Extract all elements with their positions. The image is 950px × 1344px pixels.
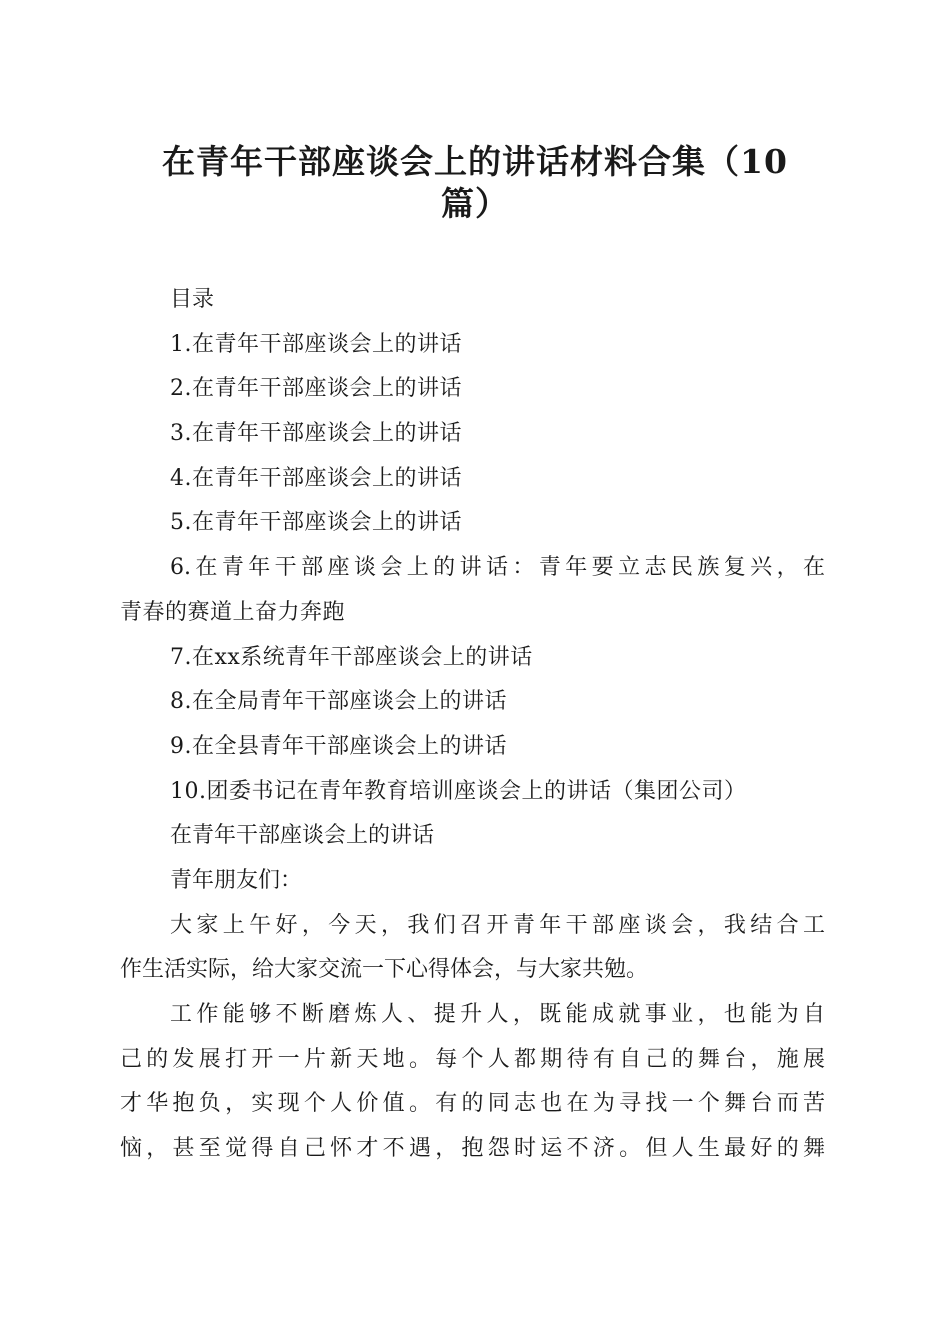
toc-item: 8.在全局青年干部座谈会上的讲话 — [170, 689, 507, 715]
toc-item: 4.在青年干部座谈会上的讲话 — [170, 465, 462, 491]
toc-item-6-line-2: 青春的赛道上奋力奔跑 — [120, 599, 346, 625]
toc-item: 5.在青年干部座谈会上的讲话 — [170, 510, 462, 536]
speech-salutation: 青年朋友们： — [170, 867, 303, 893]
document-body — [120, 278, 825, 1172]
document-title-line-2: 篇） — [441, 184, 509, 223]
paragraph-line: 己的发展打开一片新天地。每个人都期待有自己的舞台，施展 — [120, 1046, 825, 1072]
paragraph-line: 恼，甚至觉得自己怀才不遇，抱怨时运不济。但人生最好的舞 — [120, 1136, 825, 1162]
toc-item: 7.在xx系统青年干部座谈会上的讲话 — [170, 644, 533, 670]
speech-heading: 在青年干部座谈会上的讲话 — [170, 823, 435, 849]
speech-paragraph-1 — [120, 904, 825, 993]
toc-item: 3.在青年干部座谈会上的讲话 — [170, 421, 462, 447]
toc-item: 9.在全县青年干部座谈会上的讲话 — [170, 733, 507, 759]
speech-paragraph-2 — [120, 993, 825, 1172]
toc-item: 10.团委书记在青年教育培训座谈会上的讲话（集团公司） — [170, 778, 747, 804]
paragraph-line: 工作能够不断磨炼人、提升人，既能成就事业，也能为自 — [170, 1002, 825, 1027]
paragraph-line: 大家上午好，今天，我们召开青年干部座谈会，我结合工 — [170, 912, 825, 938]
toc-heading: 目录 — [170, 287, 215, 312]
paragraph-line: 作生活实际，给大家交流一下心得体会，与大家共勉。 — [120, 957, 649, 983]
toc-item: 1.在青年干部座谈会上的讲话 — [170, 331, 462, 357]
toc-item-6-line-1: 6.在青年干部座谈会上的讲话：青年要立志民族复兴，在 — [170, 555, 825, 581]
toc-list — [120, 323, 825, 815]
paragraph-line: 才华抱负，实现个人价值。有的同志也在为寻找一个舞台而苦 — [120, 1091, 825, 1117]
document-title-line-1: 在青年干部座谈会上的讲话材料合集（10 — [162, 142, 788, 181]
toc-item: 2.在青年干部座谈会上的讲话 — [170, 376, 462, 402]
